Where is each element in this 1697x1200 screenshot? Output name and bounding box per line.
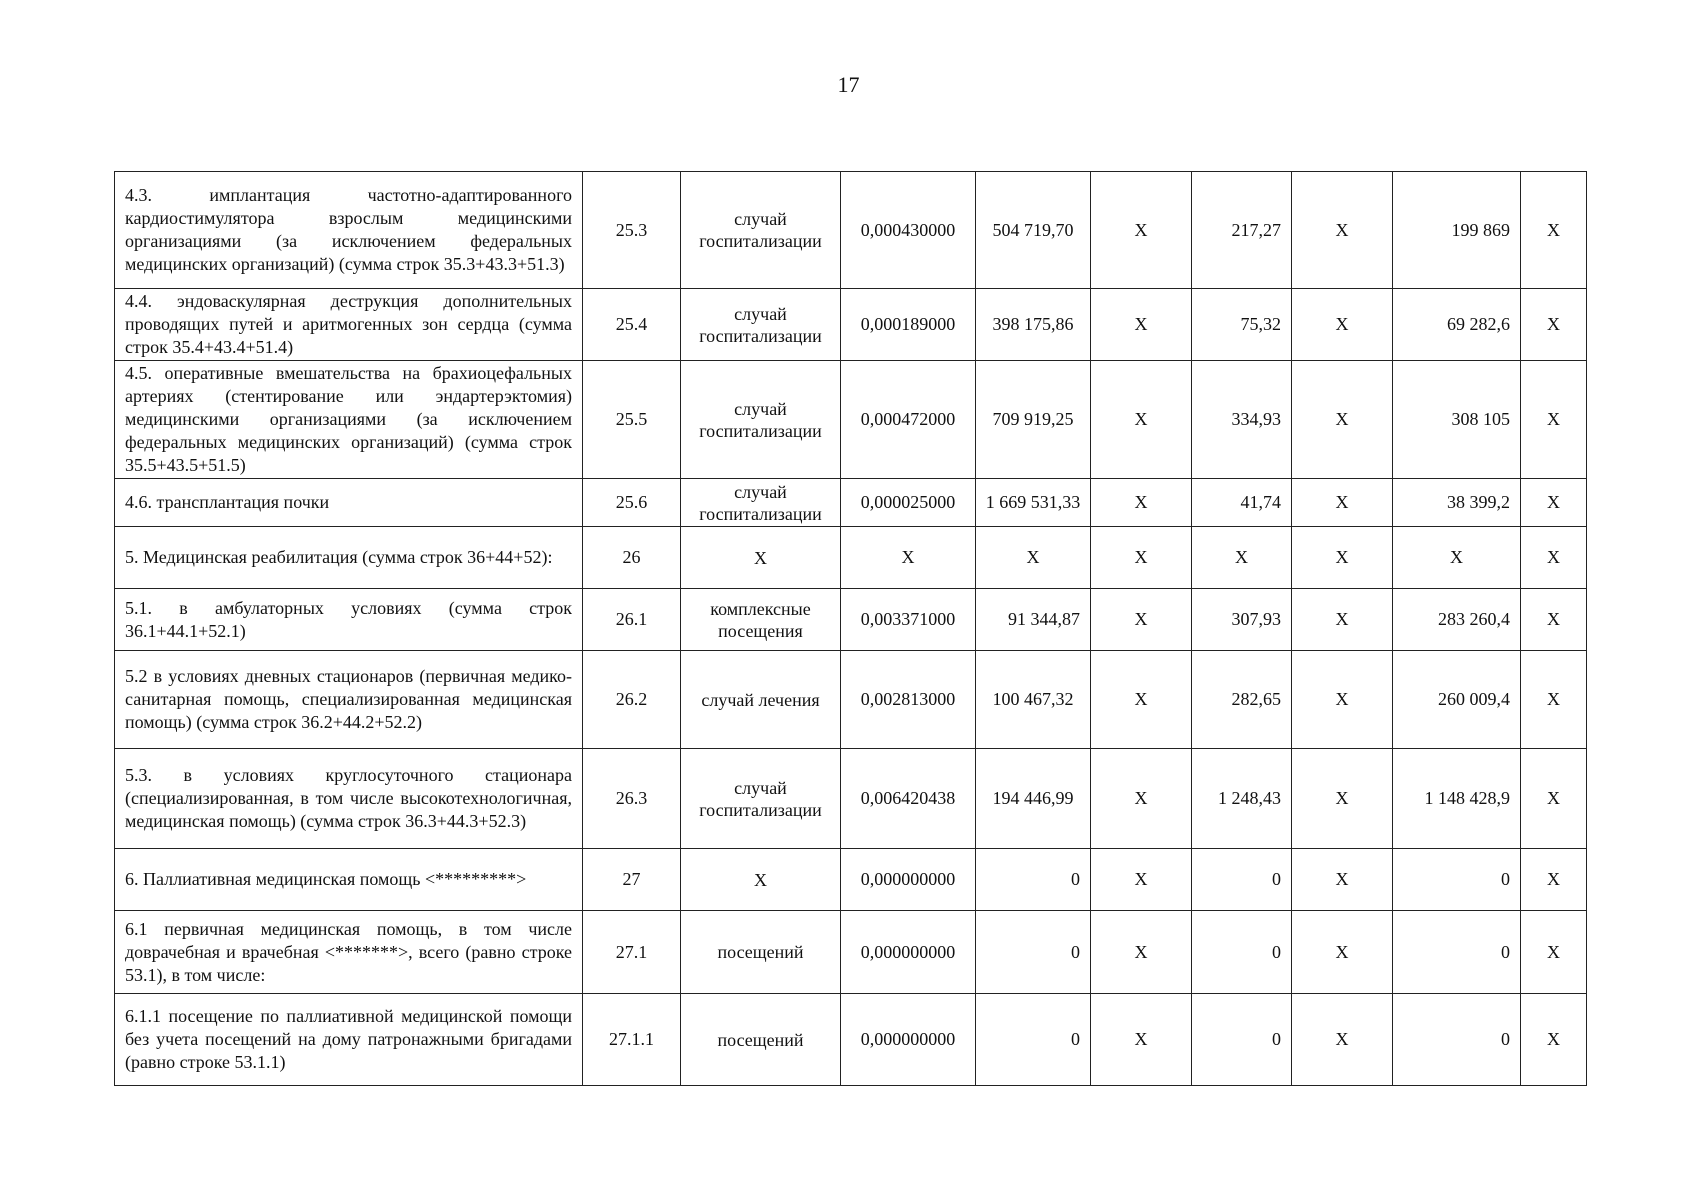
row-col6: X (1091, 172, 1192, 289)
row-description: 5.3. в условиях круглосуточного стационара (специализированная, в том числе высокотехнологичная, медицинская помощь) (сумма строк 36.3+44.3+52.3) (115, 749, 583, 849)
row-col8: X (1292, 911, 1393, 994)
row-volume: X (841, 527, 976, 589)
page-number: 17 (837, 72, 860, 97)
row-col8: X (1292, 749, 1393, 849)
row-col8: X (1292, 527, 1393, 589)
table-row (115, 172, 1587, 289)
row-col6: X (1091, 749, 1192, 849)
row-code: 25.6 (583, 479, 681, 527)
row-col10: X (1521, 289, 1587, 361)
table-row (115, 527, 1587, 589)
row-col6: X (1091, 361, 1192, 479)
row-volume: 0,000025000 (841, 479, 976, 527)
row-code: 26.3 (583, 749, 681, 849)
row-unit: X (681, 527, 841, 589)
row-col6: X (1091, 479, 1192, 527)
row-unit: посещений (681, 911, 841, 994)
row-cost: 504 719,70 (976, 172, 1091, 289)
row-col6: X (1091, 849, 1192, 911)
row-col6: X (1091, 651, 1192, 749)
row-col6: X (1091, 994, 1192, 1086)
row-col8: X (1292, 849, 1393, 911)
row-volume: 0,000000000 (841, 911, 976, 994)
row-cost: 91 344,87 (976, 589, 1091, 651)
row-col10: X (1521, 361, 1587, 479)
row-col9: 38 399,2 (1393, 479, 1521, 527)
row-cost: 0 (976, 849, 1091, 911)
row-col10: X (1521, 849, 1587, 911)
row-col7: 217,27 (1192, 172, 1292, 289)
row-code: 25.5 (583, 361, 681, 479)
row-code: 26 (583, 527, 681, 589)
table-row (115, 361, 1587, 479)
row-cost: 398 175,86 (976, 289, 1091, 361)
row-code: 25.3 (583, 172, 681, 289)
row-volume: 0,002813000 (841, 651, 976, 749)
table-row (115, 289, 1587, 361)
row-unit: случай госпитализации (681, 749, 841, 849)
row-code: 27.1 (583, 911, 681, 994)
row-col8: X (1292, 289, 1393, 361)
row-description: 5.2 в условиях дневных стационаров (первичная медико-санитарная помощь, специализированная медицинская помощь) (сумма строк 36.2+44.2+52.2) (115, 651, 583, 749)
table-row (115, 849, 1587, 911)
row-col10: X (1521, 749, 1587, 849)
row-col8: X (1292, 172, 1393, 289)
table-body (115, 172, 1587, 1086)
row-unit: комплексные посещения (681, 589, 841, 651)
row-volume: 0,000189000 (841, 289, 976, 361)
row-col8: X (1292, 361, 1393, 479)
row-col9: 0 (1393, 849, 1521, 911)
row-volume: 0,003371000 (841, 589, 976, 651)
row-description: 4.5. оперативные вмешательства на брахиоцефальных артериях (стентирование или эндартерэктомия) медицинскими организациями (за исключением федеральных медицинских организаций) (сумма строк 35.5+43.5+51.5) (115, 361, 583, 479)
row-unit: случай госпитализации (681, 289, 841, 361)
table-row (115, 994, 1587, 1086)
row-cost: 1 669 531,33 (976, 479, 1091, 527)
row-col9: 0 (1393, 911, 1521, 994)
row-unit: X (681, 849, 841, 911)
row-code: 26.1 (583, 589, 681, 651)
row-col9: 69 282,6 (1393, 289, 1521, 361)
row-col10: X (1521, 589, 1587, 651)
row-col7: 334,93 (1192, 361, 1292, 479)
row-description: 6.1.1 посещение по паллиативной медицинской помощи без учета посещений на дому патронажными бригадами (равно строке 53.1.1) (115, 994, 583, 1086)
row-cost: 194 446,99 (976, 749, 1091, 849)
row-code: 27.1.1 (583, 994, 681, 1086)
row-code: 26.2 (583, 651, 681, 749)
row-description: 6. Паллиативная медицинская помощь <*********> (115, 849, 583, 911)
row-volume: 0,000000000 (841, 994, 976, 1086)
row-col7: 41,74 (1192, 479, 1292, 527)
table-row (115, 911, 1587, 994)
row-code: 27 (583, 849, 681, 911)
row-cost: 0 (976, 994, 1091, 1086)
row-col8: X (1292, 479, 1393, 527)
row-col9: X (1393, 527, 1521, 589)
row-col10: X (1521, 911, 1587, 994)
row-col9: 199 869 (1393, 172, 1521, 289)
row-col10: X (1521, 172, 1587, 289)
row-col9: 0 (1393, 994, 1521, 1086)
row-col9: 283 260,4 (1393, 589, 1521, 651)
row-col7: 0 (1192, 994, 1292, 1086)
row-description: 5.1. в амбулаторных условиях (сумма строк 36.1+44.1+52.1) (115, 589, 583, 651)
row-col10: X (1521, 651, 1587, 749)
row-col8: X (1292, 994, 1393, 1086)
row-col10: X (1521, 479, 1587, 527)
row-description: 4.3. имплантация частотно-адаптированного кардиостимулятора взрослым медицинскими организациями (за исключением федеральных медицинских организаций) (сумма строк 35.3+43.3+51.3) (115, 172, 583, 289)
row-code: 25.4 (583, 289, 681, 361)
row-cost: 100 467,32 (976, 651, 1091, 749)
table-row (115, 749, 1587, 849)
row-col7: 282,65 (1192, 651, 1292, 749)
row-volume: 0,000472000 (841, 361, 976, 479)
row-col9: 260 009,4 (1393, 651, 1521, 749)
row-col8: X (1292, 589, 1393, 651)
row-col7: 0 (1192, 849, 1292, 911)
row-col10: X (1521, 527, 1587, 589)
table-row (115, 479, 1587, 527)
row-col7: 1 248,43 (1192, 749, 1292, 849)
row-unit: случай госпитализации (681, 172, 841, 289)
row-col6: X (1091, 589, 1192, 651)
row-cost: 0 (976, 911, 1091, 994)
row-volume: 0,000000000 (841, 849, 976, 911)
row-col7: 0 (1192, 911, 1292, 994)
row-unit: посещений (681, 994, 841, 1086)
row-col9: 308 105 (1393, 361, 1521, 479)
row-description: 4.4. эндоваскулярная деструкция дополнительных проводящих путей и аритмогенных зон сердца (сумма строк 35.4+43.4+51.4) (115, 289, 583, 361)
row-unit: случай лечения (681, 651, 841, 749)
row-col9: 1 148 428,9 (1393, 749, 1521, 849)
row-col10: X (1521, 994, 1587, 1086)
row-col6: X (1091, 289, 1192, 361)
row-description: 5. Медицинская реабилитация (сумма строк 36+44+52): (115, 527, 583, 589)
row-volume: 0,006420438 (841, 749, 976, 849)
row-description: 4.6. трансплантация почки (115, 479, 583, 527)
data-table (114, 171, 1587, 1086)
table-row (115, 651, 1587, 749)
row-col8: X (1292, 651, 1393, 749)
row-col7: 75,32 (1192, 289, 1292, 361)
row-col7: X (1192, 527, 1292, 589)
row-col7: 307,93 (1192, 589, 1292, 651)
row-volume: 0,000430000 (841, 172, 976, 289)
row-col6: X (1091, 527, 1192, 589)
row-cost: X (976, 527, 1091, 589)
row-unit: случай госпитализации (681, 361, 841, 479)
row-description: 6.1 первичная медицинская помощь, в том числе доврачебная и врачебная <*******>, всего (равно строке 53.1), в том числе: (115, 911, 583, 994)
row-cost: 709 919,25 (976, 361, 1091, 479)
table-row (115, 589, 1587, 651)
row-col6: X (1091, 911, 1192, 994)
row-unit: случай госпитализации (681, 479, 841, 527)
